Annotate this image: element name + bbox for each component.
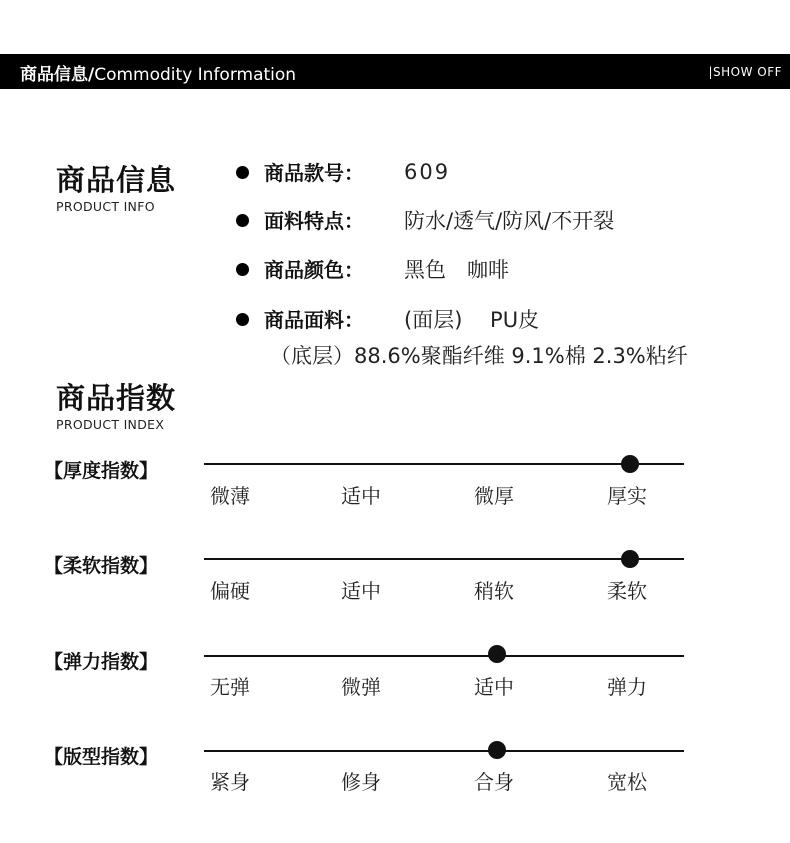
scale-option: 微薄 <box>210 484 250 508</box>
info-label: 商品颜色： <box>264 258 364 282</box>
header-bar <box>0 54 790 89</box>
thickness-index-scale <box>204 463 684 465</box>
bullet-icon <box>236 263 249 276</box>
scale-option: 无弹 <box>210 675 250 699</box>
fit-index-marker <box>488 741 506 759</box>
info-value: 黑色 咖啡 <box>404 258 509 282</box>
index-section-title: 商品指数 <box>56 381 177 415</box>
scale-option: 适中 <box>474 675 514 699</box>
info-section-title: 商品信息 <box>56 163 177 197</box>
thickness-index-label: 【厚度指数】 <box>44 460 159 482</box>
fit-index-scale <box>204 750 684 752</box>
info-label: 面料特点： <box>264 209 364 233</box>
scale-option: 偏硬 <box>210 579 250 603</box>
softness-index-scale <box>204 558 684 560</box>
bullet-icon <box>236 166 249 179</box>
scale-option: 适中 <box>341 484 381 508</box>
material-lining-line: （底层）88.6%聚酯纤维 9.1%棉 2.3%粘纤 <box>270 344 688 368</box>
scale-option: 合身 <box>474 770 514 794</box>
bullet-icon <box>236 313 249 326</box>
scale-option: 微弹 <box>341 675 381 699</box>
thickness-index-marker <box>621 455 639 473</box>
scale-option: 柔软 <box>607 579 647 603</box>
header-title-en: Commodity Information <box>94 65 297 85</box>
info-label: 商品款号： <box>264 161 364 185</box>
scale-option: 微厚 <box>474 484 514 508</box>
scale-option: 修身 <box>341 770 381 794</box>
scale-option: 紧身 <box>210 770 250 794</box>
info-value: 609 <box>404 160 451 184</box>
scale-option: 适中 <box>341 579 381 603</box>
show-off-label: |SHOW OFF <box>708 65 782 79</box>
softness-index-label: 【柔软指数】 <box>44 555 159 577</box>
bullet-icon <box>236 214 249 227</box>
index-section-subtitle: PRODUCT INDEX <box>56 417 165 432</box>
scale-option: 弹力 <box>607 675 647 699</box>
info-label: 商品面料： <box>264 308 364 332</box>
elasticity-index-scale <box>204 655 684 657</box>
info-value: 防水/透气/防风/不开裂 <box>404 209 615 233</box>
scale-option: 厚实 <box>607 484 647 508</box>
softness-index-marker <box>621 550 639 568</box>
fit-index-label: 【版型指数】 <box>44 746 159 768</box>
scale-option: 宽松 <box>607 770 647 794</box>
header-title <box>20 60 296 85</box>
info-section-subtitle: PRODUCT INFO <box>56 199 155 214</box>
elasticity-index-marker <box>488 645 506 663</box>
elasticity-index-label: 【弹力指数】 <box>44 651 159 673</box>
header-title-cn: 商品信息/ <box>20 65 95 85</box>
info-value: (面层) PU皮 <box>404 308 540 332</box>
scale-option: 稍软 <box>474 579 514 603</box>
